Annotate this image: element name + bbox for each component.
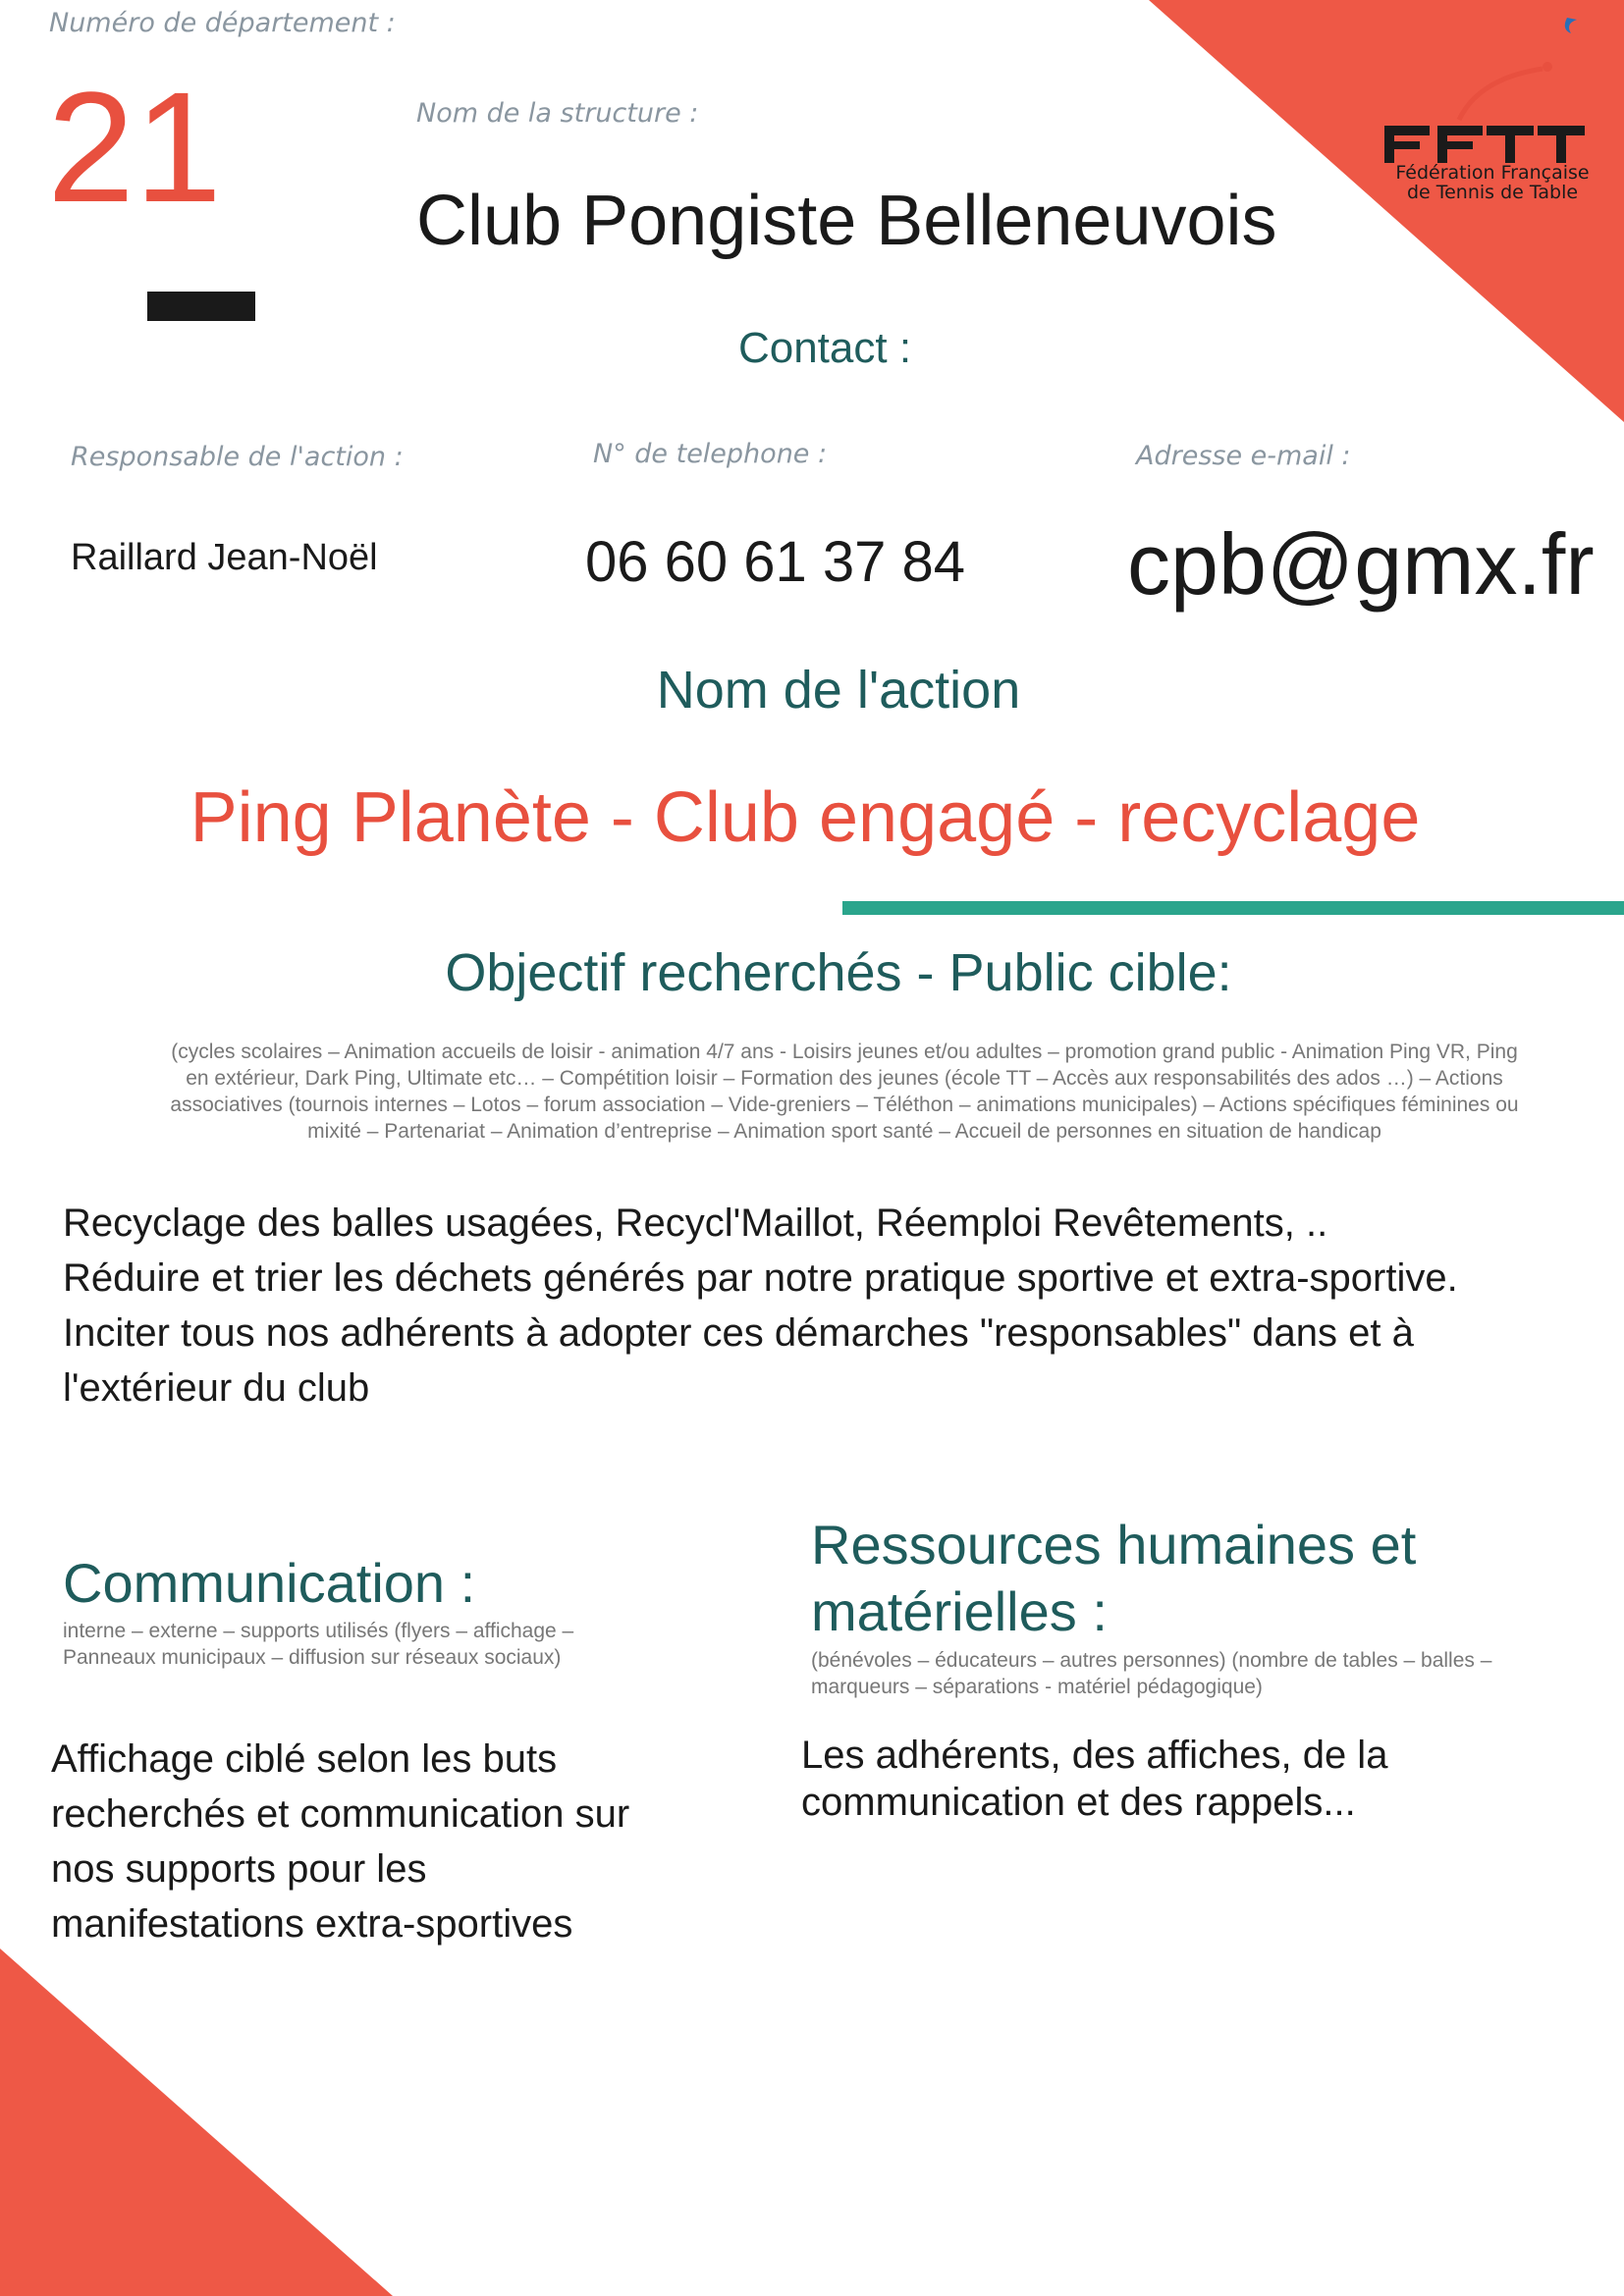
phone-label: N° de telephone : — [593, 439, 828, 469]
contact-title: Contact : — [737, 324, 912, 372]
structure-name: Club Pongiste Belleneuvois — [416, 182, 1277, 260]
logo-line1: Fédération Française — [1395, 162, 1590, 184]
objective-text — [63, 1196, 1575, 1415]
resources-title-line2: matérielles : — [811, 1580, 1108, 1642]
communication-line: recherchés et communication sur — [51, 1792, 630, 1836]
resources-line: Les adhérents, des affiches, de la — [801, 1734, 1388, 1777]
department-label: Numéro de département : — [49, 8, 396, 38]
action-title: Nom de l'action — [656, 661, 1021, 720]
communication-hint: interne – externe – supports utilisés (flyers – affichage – Panneaux municipaux – diffusion sur réseaux sociaux) — [63, 1620, 574, 1669]
action-name: Ping Planète - Club engagé - recyclage — [189, 778, 1421, 857]
objective-line: Inciter tous nos adhérents à adopter ces démarches "responsables" dans et à — [63, 1311, 1414, 1355]
logo-line2: de Tennis de Table — [1406, 182, 1579, 203]
bottom-left-corner-triangle — [0, 1949, 393, 2296]
responsible-value: Raillard Jean-Noël — [71, 537, 378, 578]
resources-text — [801, 1732, 1547, 1826]
department-underline — [147, 292, 255, 321]
responsible-label: Responsable de l'action : — [71, 442, 404, 472]
communication-line: nos supports pour les — [51, 1847, 427, 1891]
fftt-logo-caption — [1384, 163, 1600, 202]
communication-title: Communication : — [63, 1552, 476, 1614]
communication-line: manifestations extra-sportives — [51, 1902, 573, 1946]
teal-divider — [842, 901, 1624, 915]
communication-text — [51, 1732, 679, 1951]
communication-line: Affichage ciblé selon les buts — [51, 1737, 558, 1781]
phone-value: 06 60 61 37 84 — [585, 530, 966, 594]
resources-title — [811, 1512, 1498, 1645]
department-number: 21 — [47, 59, 222, 235]
objective-hint: (cycles scolaires – Animation accueils de loisir - animation 4/7 ans - Loisirs jeunes et/ou adultes – promotion grand public - Animation Ping VR, Ping en extérieur, Dark Ping, Ultimate etc… – Compétition loisir – Formation des jeunes (école TT – Accès aux responsabilités des ados …) – Actions associatives (tournois internes – Lotos – forum association – Vide-greniers – Téléthon – animations municipales) – Actions spécifiques féminines ou mixité – Partenariat – Animation d’entreprise – Animation sport santé – Accueil de personnes en situation de handicap — [170, 1041, 1519, 1143]
objective-line: l'extérieur du club — [63, 1366, 370, 1410]
resources-title-line1: Ressources humaines et — [811, 1514, 1417, 1575]
resources-hint: (bénévoles – éducateurs – autres personnes) (nombre de tables – balles – marqueurs – séparations - matériel pédagogique) — [811, 1649, 1492, 1698]
structure-label: Nom de la structure : — [416, 98, 699, 129]
objective-line: Réduire et trier les déchets générés par notre pratique sportive et extra-sportive. — [63, 1256, 1458, 1300]
email-value: cpb@gmx.fr — [1127, 515, 1595, 613]
resources-line: communication et des rappels... — [801, 1781, 1356, 1824]
objective-line: Recyclage des balles usagées, Recycl'Maillot, Réemploi Revêtements, .. — [63, 1201, 1328, 1245]
email-label: Adresse e-mail : — [1136, 441, 1351, 471]
objective-title: Objectif recherchés - Public cible: — [445, 943, 1232, 1002]
